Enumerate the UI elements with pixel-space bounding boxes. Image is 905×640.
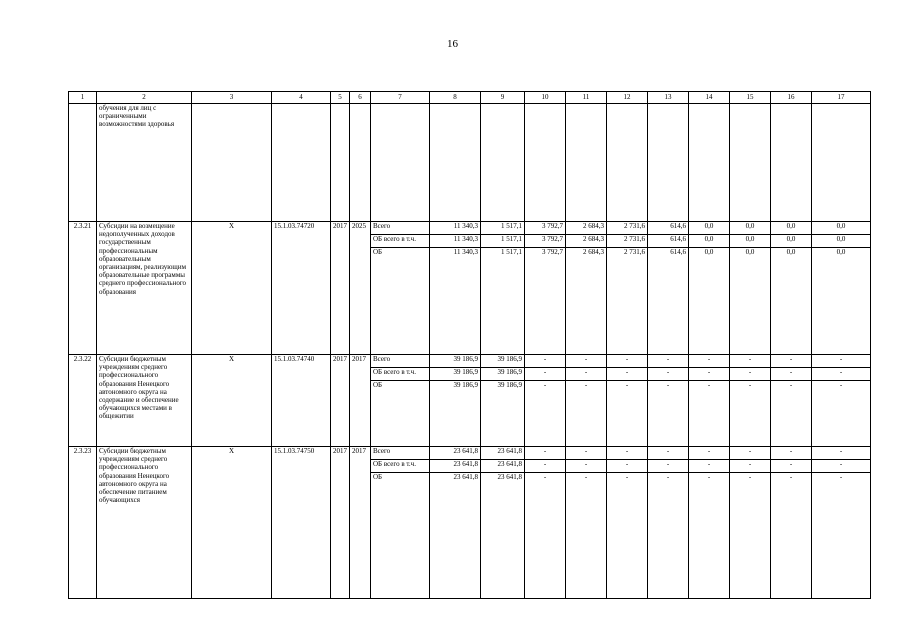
table-cell: - [730, 368, 771, 381]
table-cell: 2 731,6 [607, 235, 648, 248]
table-cell: - [771, 381, 812, 447]
table-row [69, 222, 871, 235]
table-cell: 1 517,1 [481, 248, 525, 355]
table-cell: - [730, 447, 771, 460]
column-number: 3 [192, 92, 272, 104]
row-year-end: 2017 [350, 355, 371, 447]
funding-source-label: ОБ [371, 473, 430, 599]
funding-source-label: Всего [371, 447, 430, 460]
table-cell: - [648, 460, 689, 473]
table-cell: - [689, 381, 730, 447]
table-cell: 3 792,7 [525, 222, 566, 235]
table-cell: 3 792,7 [525, 248, 566, 355]
column-number: 6 [350, 92, 371, 104]
table-cell: - [648, 355, 689, 368]
table-cell: - [525, 355, 566, 368]
table-cell: 2 684,3 [566, 235, 607, 248]
row-year-end: 2025 [350, 222, 371, 355]
table-cell: - [648, 381, 689, 447]
column-number: 13 [648, 92, 689, 104]
table-cell: 11 340,3 [430, 222, 481, 235]
table-cell: - [771, 447, 812, 460]
funding-source-label: ОБ [371, 381, 430, 447]
table-cell: 11 340,3 [430, 248, 481, 355]
column-number: 4 [272, 92, 331, 104]
table-cell: - [525, 368, 566, 381]
row-year-start: 2017 [331, 355, 350, 447]
funding-source-label: Всего [371, 222, 430, 235]
row-code: 15.1.03.74740 [272, 355, 331, 447]
table-cell: 0,0 [771, 222, 812, 235]
table-cell: - [730, 460, 771, 473]
table-cell: 0,0 [812, 222, 871, 235]
table-cell: - [566, 381, 607, 447]
table-row [69, 355, 871, 368]
column-number-row [69, 92, 871, 104]
row-description: Субсидии бюджетным учреждениям среднего профессионального образования Ненецкого автономного округа на содержание и обеспечение обучающихся местами в общежитии [97, 355, 192, 447]
row-executor: Х [192, 355, 272, 447]
funding-source-label: ОБ всего в т.ч. [371, 368, 430, 381]
column-number: 16 [771, 92, 812, 104]
table-cell: 0,0 [730, 248, 771, 355]
table-cell: 0,0 [689, 235, 730, 248]
table-cell: - [771, 473, 812, 599]
table-cell: 3 792,7 [525, 235, 566, 248]
table-cell: 2 731,6 [607, 222, 648, 235]
row-executor: Х [192, 222, 272, 355]
row-code: 15.1.03.74720 [272, 222, 331, 355]
table-body [69, 92, 871, 599]
table-cell: - [689, 473, 730, 599]
funding-source-label: ОБ всего в т.ч. [371, 460, 430, 473]
column-number: 12 [607, 92, 648, 104]
table-cell: - [525, 381, 566, 447]
row-number: 2.3.21 [69, 222, 97, 355]
table-cell: 1 517,1 [481, 222, 525, 235]
table-cell: 23 641,8 [481, 447, 525, 460]
column-number: 10 [525, 92, 566, 104]
table-cell: - [566, 447, 607, 460]
table-cell: - [730, 473, 771, 599]
table-cell: 23 641,8 [430, 447, 481, 460]
table-cell: - [607, 381, 648, 447]
table-cell: - [648, 447, 689, 460]
budget-table [68, 91, 871, 599]
table-cell: - [648, 473, 689, 599]
table-cell: 0,0 [771, 248, 812, 355]
table-cell: - [607, 447, 648, 460]
row-number: 2.3.22 [69, 355, 97, 447]
table-cell: - [566, 368, 607, 381]
table-row [69, 447, 871, 460]
table-cell: 23 641,8 [430, 473, 481, 599]
table-cell: 39 186,9 [430, 368, 481, 381]
funding-source-label: ОБ [371, 248, 430, 355]
row-description: Субсидии на возмещение недополученных доходов государственным профессиональным образовательным организациям, реализующим образовательные программы среднего профессионального образования [97, 222, 192, 355]
table-cell: 39 186,9 [430, 381, 481, 447]
table-cell: 1 517,1 [481, 235, 525, 248]
table-cell: - [607, 473, 648, 599]
table-cell: 0,0 [689, 222, 730, 235]
table-cell: - [771, 355, 812, 368]
table-cell: - [812, 447, 871, 460]
row-number: 2.3.23 [69, 447, 97, 599]
table-cell: - [730, 355, 771, 368]
column-number: 2 [97, 92, 192, 104]
table-cell: 0,0 [812, 235, 871, 248]
table-cell: 2 684,3 [566, 222, 607, 235]
table-cell: 39 186,9 [481, 381, 525, 447]
table-cell: - [607, 368, 648, 381]
table-cell: 614,6 [648, 222, 689, 235]
table-cell: 0,0 [689, 248, 730, 355]
row-executor: Х [192, 447, 272, 599]
continuation-text: обучения для лиц с ограниченными возможностями здоровья [97, 104, 192, 222]
table-cell: 23 641,8 [430, 460, 481, 473]
table-cell: - [525, 460, 566, 473]
table-cell: 11 340,3 [430, 235, 481, 248]
table-cell: 0,0 [771, 235, 812, 248]
table-cell: - [566, 355, 607, 368]
table-cell: - [525, 447, 566, 460]
table-cell: - [812, 368, 871, 381]
row-year-end: 2017 [350, 447, 371, 599]
row-description: Субсидии бюджетным учреждениям среднего профессионального образования Ненецкого автономного округа на обеспечение питанием обучающихся [97, 447, 192, 599]
column-number: 15 [730, 92, 771, 104]
table-cell: 23 641,8 [481, 460, 525, 473]
table-cell: - [812, 460, 871, 473]
table-cell: - [525, 473, 566, 599]
table-cell: 614,6 [648, 235, 689, 248]
table-cell: - [812, 355, 871, 368]
column-number: 17 [812, 92, 871, 104]
row-code: 15.1.03.74750 [272, 447, 331, 599]
table-cell: 23 641,8 [481, 473, 525, 599]
table-cell: - [689, 355, 730, 368]
table-cell: - [566, 460, 607, 473]
table-cell: 2 684,3 [566, 248, 607, 355]
column-number: 8 [430, 92, 481, 104]
column-number: 7 [371, 92, 430, 104]
table-cell: - [689, 368, 730, 381]
column-number: 5 [331, 92, 350, 104]
row-year-start: 2017 [331, 447, 350, 599]
table-cell: 0,0 [812, 248, 871, 355]
column-number: 9 [481, 92, 525, 104]
column-number: 1 [69, 92, 97, 104]
table-cell: - [566, 473, 607, 599]
table-cell: - [689, 460, 730, 473]
table-cell: 0,0 [730, 235, 771, 248]
column-number: 14 [689, 92, 730, 104]
page-number: 16 [447, 38, 458, 50]
table-cell: - [812, 473, 871, 599]
row-year-start: 2017 [331, 222, 350, 355]
table-cell: - [607, 355, 648, 368]
table-cell: 0,0 [730, 222, 771, 235]
table-cell: - [607, 460, 648, 473]
funding-source-label: Всего [371, 355, 430, 368]
table-cell: 614,6 [648, 248, 689, 355]
funding-source-label: ОБ всего в т.ч. [371, 235, 430, 248]
table-cell: 2 731,6 [607, 248, 648, 355]
table-cell: - [689, 447, 730, 460]
table-cell: - [812, 381, 871, 447]
table-cell: - [730, 381, 771, 447]
table-cell: - [648, 368, 689, 381]
table-cell: 39 186,9 [481, 355, 525, 368]
continuation-row [69, 104, 871, 222]
table-cell: 39 186,9 [430, 355, 481, 368]
table-cell: - [771, 368, 812, 381]
table-cell: - [771, 460, 812, 473]
column-number: 11 [566, 92, 607, 104]
table-cell: 39 186,9 [481, 368, 525, 381]
